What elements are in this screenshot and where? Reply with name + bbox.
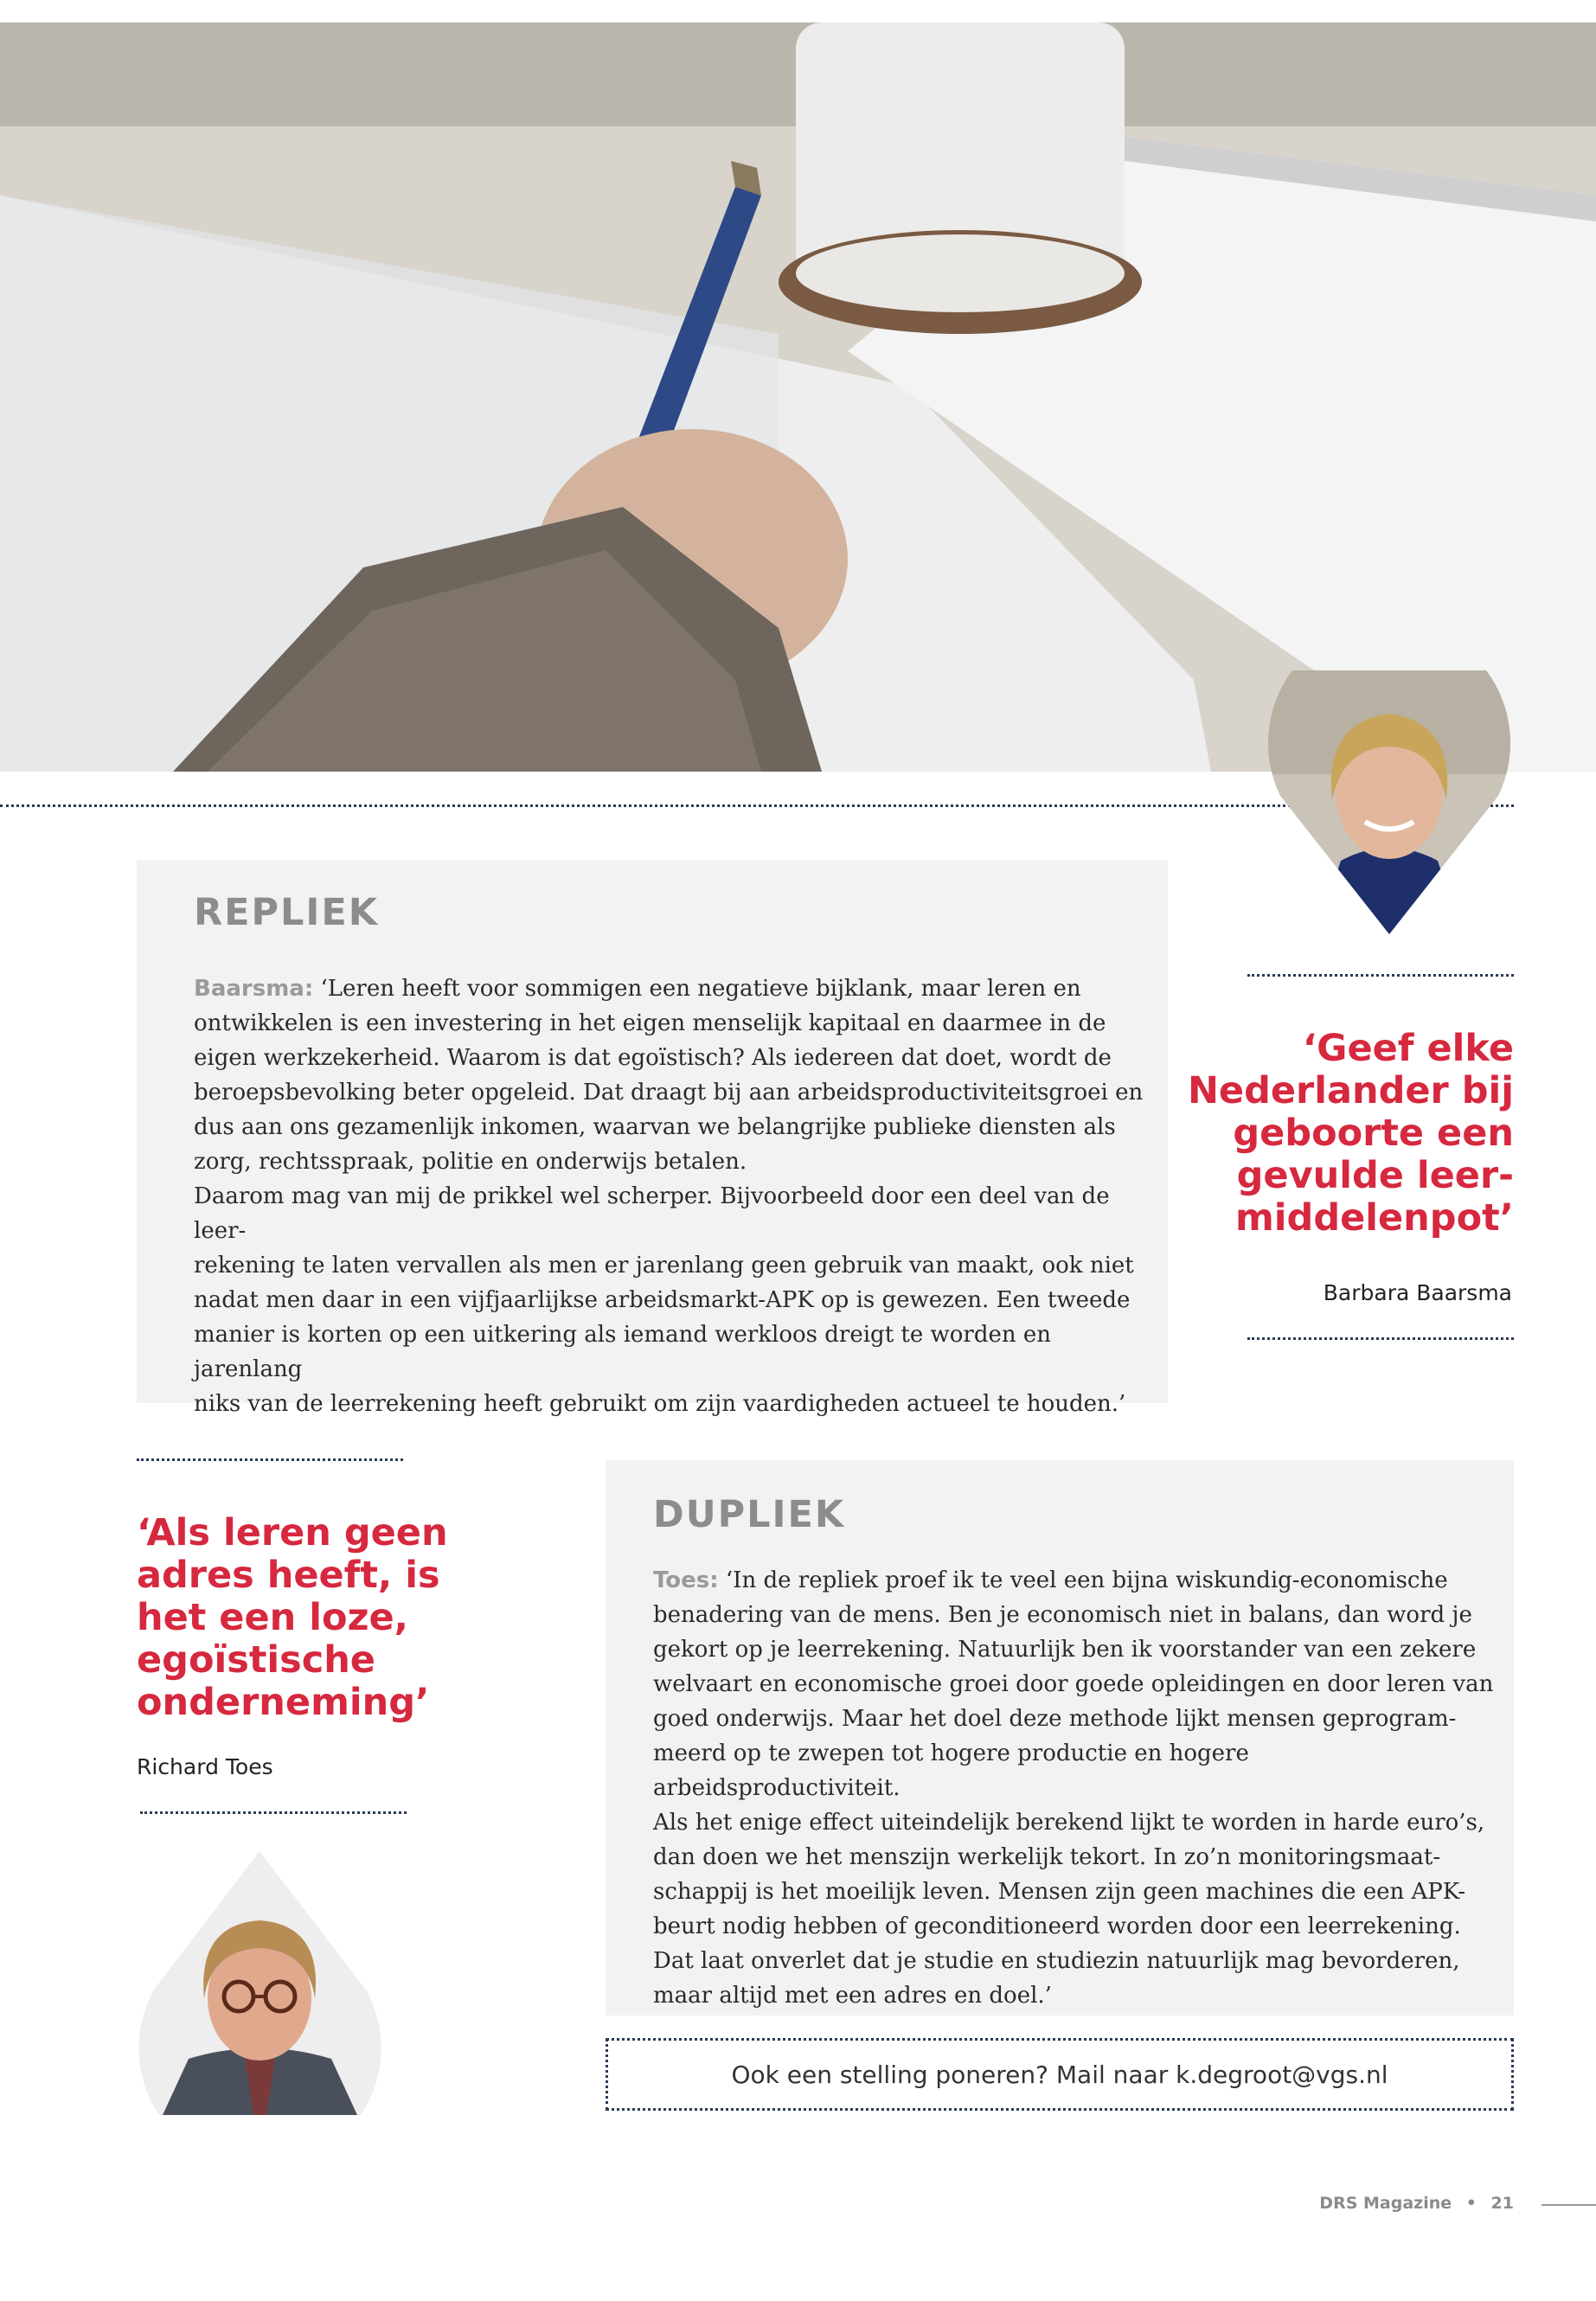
quote-line: ‘Als leren geen [137,1511,448,1554]
divider-quote-toes-bottom [140,1811,407,1814]
page-footer [1289,2194,1514,2213]
dupliek-line: Toes: ‘In de repliek proef ik te veel een bijna wiskundig-economische [653,1567,1448,1593]
footer-rule [1542,2204,1596,2206]
mail-cta-text[interactable]: Ook een stelling poneren? Mail naar k.degroot@vgs.nl [731,2060,1388,2089]
repliek-line: rekening te laten vervallen als men er jarenlang geen gebruik van maakt, ook niet [194,1253,1134,1279]
quote-toes [137,1512,500,1724]
repliek-line: ontwikkelen is een investering in het eigen menselijk kapitaal en daarmee in de [194,1010,1106,1036]
dupliek-line: Als het enige effect uiteindelijk berekend lijkt te worden in harde euro’s, [653,1810,1485,1836]
quote-line: Nederlander bij [1187,1069,1514,1112]
quote-line: egoïstische [137,1638,375,1682]
mail-cta-box[interactable] [606,2038,1514,2111]
divider-quote-baarsma-top [1247,974,1514,977]
dupliek-line: Dat laat onverlet dat je studie en studiezin natuurlijk mag bevorderen, [653,1948,1460,1974]
repliek-line: nadat men daar in een vijfjaarlijkse arbeidsmarkt-APK op is gewezen. Een tweede [194,1287,1131,1313]
baarsma-portrait [1263,670,1516,939]
quote-line: middelenpot’ [1235,1196,1514,1240]
divider-quote-baarsma-bottom [1247,1337,1514,1340]
quote-toes-author: Richard Toes [137,1754,273,1779]
repliek-speaker: Baarsma: [194,976,314,1002]
repliek-line: niks van de leerrekening heeft gebruikt om zijn vaardigheden actueel te houden.’ [194,1391,1126,1417]
quote-baarsma [1185,1028,1514,1240]
repliek-line: zorg, rechtsspraak, politie en onderwijs betalen. [194,1149,747,1175]
dupliek-line: benadering van de mens. Ben je economisch niet in balans, dan word je [653,1602,1472,1628]
repliek-body [194,971,1145,1421]
quote-line: adres heeft, is [137,1554,440,1597]
dupliek-line: dan doen we het menszijn werkelijk tekort. In zo’n monitoringsmaat- [653,1844,1441,1870]
repliek-line: eigen werkzekerheid. Waarom is dat egoïstisch? Als iedereen dat doet, wordt de [194,1045,1112,1071]
dupliek-line: welvaart en economische groei door goede opleidingen en door leren van [653,1671,1494,1697]
quote-line: geboorte een [1233,1112,1514,1155]
repliek-line: manier is korten op een uitkering als iemand werkloos dreigt te worden en jarenlang [194,1322,1052,1382]
footer-page-number: 21 [1490,2194,1514,2213]
toes-portrait [137,1851,383,2115]
quote-line: het een loze, [137,1596,409,1639]
quote-baarsma-author: Barbara Baarsma [1323,1280,1512,1305]
dupliek-line: beurt nodig hebben of geconditioneerd worden door een leerrekening. [653,1913,1461,1939]
quote-line: onderneming’ [137,1681,430,1724]
repliek-line: Daarom mag van mij de prikkel wel scherper. Bijvoorbeeld door een deel van de leer- [194,1183,1110,1244]
dupliek-line: meerd op te zwepen tot hogere productie en hogere arbeidsproductiviteit. [653,1740,1249,1801]
repliek-line: Baarsma: ‘Leren heeft voor sommigen een negatieve bijklank, maar leren en [194,976,1081,1002]
dupliek-line: gekort op je leerrekening. Natuurlijk ben ik voorstander van een zekere [653,1637,1477,1663]
footer-separator: • [1465,2194,1477,2213]
repliek-line: dus aan ons gezamenlijk inkomen, waarvan we belangrijke publieke diensten als [194,1114,1116,1140]
dupliek-line: maar altijd met een adres en doel.’ [653,1983,1052,2009]
quote-line: gevulde leer- [1236,1154,1514,1197]
dupliek-line: goed onderwijs. Maar het doel deze methode lijkt mensen geprogram- [653,1706,1457,1732]
dupliek-body [653,1563,1501,2013]
dupliek-speaker: Toes: [653,1567,719,1593]
quote-line: ‘Geef elke [1302,1027,1514,1070]
dupliek-heading: DUPLIEK [653,1493,846,1536]
repliek-heading: REPLIEK [194,891,380,934]
dupliek-line: schappij is het moeilijk leven. Mensen zijn geen machines die een APK- [653,1879,1466,1905]
hero-photo [0,22,1596,772]
repliek-line: beroepsbevolking beter opgeleid. Dat draagt bij aan arbeidsproductiviteitsgroei en [194,1080,1144,1106]
footer-magazine: DRS Magazine [1319,2194,1452,2213]
divider-quote-toes-top [137,1458,403,1461]
